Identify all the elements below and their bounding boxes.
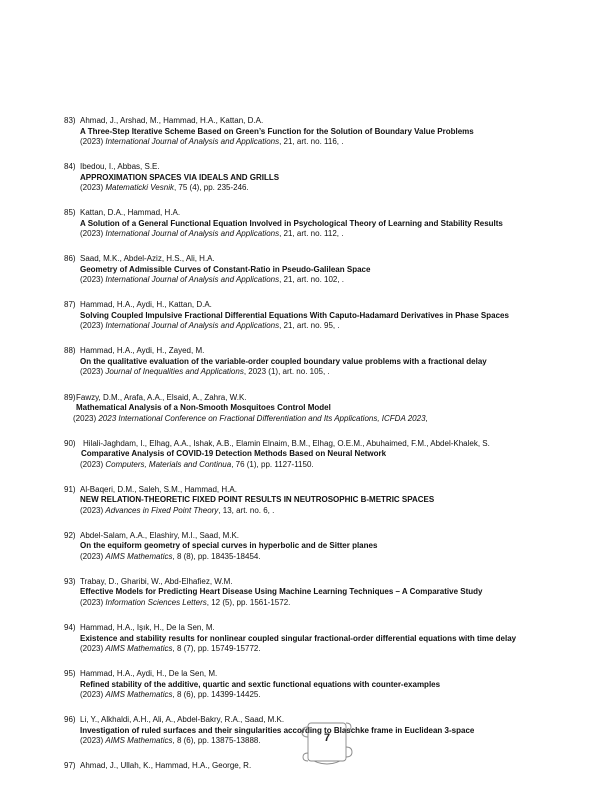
reference-details: , 76 (1), pp. 1127-1150.	[231, 459, 314, 469]
reference-title: Comparative Analysis of COVID-19 Detection Methods Based on Neural Network	[81, 449, 387, 459]
reference-year: (2023)	[80, 321, 104, 331]
reference-year: (2023)	[80, 736, 104, 746]
reference-year: (2023)	[80, 551, 104, 561]
reference-details: ,	[425, 413, 428, 423]
reference-title: A Solution of a General Functional Equation Involved in Psychological Theory of Learning and Stability Results	[80, 218, 503, 228]
reference-title: On the qualitative evaluation of the variable-order coupled boundary value problems with a fractional delay	[80, 356, 487, 366]
reference-authors: Kattan, D.A., Hammad, H.A.	[80, 208, 181, 218]
reference-title: Solving Coupled Impulsive Fractional Differential Equations With Caputo-Hadamard Derivatives in Phase Spaces	[80, 310, 509, 320]
reference-year: (2023)	[80, 597, 104, 607]
reference-journal: Computers, Materials and Continua	[105, 459, 232, 469]
reference-number: 89)	[64, 392, 76, 402]
reference-number: 92)	[64, 530, 76, 540]
reference-number: 95)	[64, 669, 76, 679]
reference-authors: Hammad, H.A., Işık, H., De la Sen, M.	[80, 623, 215, 633]
reference-number: 87)	[64, 300, 76, 310]
reference-details: , 12 (5), pp. 1561-1572.	[206, 597, 291, 607]
reference-item	[64, 439, 604, 471]
reference-number: 88)	[64, 346, 76, 356]
reference-year: (2023)	[80, 644, 104, 654]
reference-source	[80, 460, 604, 471]
reference-title: APPROXIMATION SPACES VIA IDEALS AND GRILLS	[80, 172, 280, 182]
reference-number: 86)	[64, 254, 76, 264]
reference-number: 85)	[64, 208, 76, 218]
reference-number: 91)	[64, 484, 76, 494]
reference-authors: Saad, M.K., Abdel-Aziz, H.S., Ali, H.A.	[80, 254, 215, 264]
reference-title: Investigation of ruled surfaces and their singularities according to Blaschke frame in Euclidean 3-space	[80, 725, 475, 735]
reference-source	[80, 229, 604, 240]
reference-title: NEW RELATION-THEORETIC FIXED POINT RESULTS IN NEUTROSOPHIC B-METRIC SPACES	[80, 495, 435, 505]
reference-source	[80, 137, 604, 148]
reference-title: A Three-Step Iterative Scheme Based on Green’s Function for the Solution of Boundary Value Problems	[80, 126, 474, 136]
reference-authors: Ahmad, J., Ullah, K., Hammad, H.A., George, R.	[80, 761, 252, 771]
reference-number: 97)	[64, 761, 76, 771]
reference-item	[64, 346, 604, 378]
reference-number: 93)	[64, 576, 76, 586]
reference-title: On the equiform geometry of special curves in hyperbolic and de Sitter planes	[80, 541, 378, 551]
reference-details: , 21, art. no. 95, .	[279, 321, 340, 331]
reference-source	[80, 321, 604, 332]
reference-details: , 21, art. no. 112, .	[279, 229, 344, 239]
reference-source	[80, 367, 604, 378]
reference-number: 83)	[64, 116, 76, 125]
reference-source	[80, 275, 604, 286]
reference-item	[64, 531, 604, 563]
reference-title: Geometry of Admissible Curves of Constant-Ratio in Pseudo-Galilean Space	[80, 264, 371, 274]
reference-source	[80, 690, 604, 701]
reference-year: (2023)	[80, 275, 104, 285]
reference-authors: Hilali-Jaghdam, I., Elhag, A.A., Ishak, A.B., Elamin Elnaim, B.M., Elhag, O.E.M., Abuhaimed, F.M., Abdel-Khalek, S.	[83, 438, 490, 448]
reference-authors: Ahmad, J., Arshad, M., Hammad, H.A., Kattan, D.A.	[80, 116, 264, 125]
reference-journal: Journal of Inequalities and Applications	[105, 367, 244, 377]
page-number: 7	[323, 732, 331, 744]
reference-item	[64, 162, 604, 194]
reference-details: , 13, art. no. 6, .	[218, 505, 275, 515]
reference-source	[80, 183, 604, 194]
reference-authors: Trabay, D., Gharibi, W., Abd-Elhafiez, W.M.	[80, 576, 233, 586]
reference-title: Mathematical Analysis of a Non-Smooth Mosquitoes Control Model	[76, 403, 331, 413]
reference-authors: Abdel-Salam, A.A., Elashiry, M.I., Saad, M.K.	[80, 530, 240, 540]
reference-authors: Fawzy, D.M., Arafa, A.A., Elsaid, A., Zahra, W.K.	[76, 392, 247, 402]
reference-list	[64, 116, 604, 786]
reference-details: , 21, art. no. 102, .	[279, 275, 345, 285]
reference-item	[64, 116, 604, 148]
reference-journal: Matematicki Vesnik	[105, 183, 174, 193]
reference-year: (2023)	[80, 183, 104, 193]
reference-journal: AIMS Mathematics	[105, 736, 173, 746]
reference-year: (2023)	[80, 137, 104, 146]
reference-item	[64, 254, 604, 286]
reference-details: , 8 (8), pp. 18435-18454.	[172, 551, 261, 561]
reference-details: , 8 (6), pp. 14399-14425.	[172, 690, 261, 700]
reference-authors: Li, Y., Alkhaldi, A.H., Ali, A., Abdel-Bakry, R.A., Saad, M.K.	[80, 715, 285, 725]
reference-title: Existence and stability results for nonlinear coupled singular fractional-order differential equations with time delay	[80, 633, 517, 643]
reference-journal: International Journal of Analysis and Applications	[105, 137, 280, 146]
reference-journal: Information Sciences Letters	[105, 597, 207, 607]
reference-year: (2023)	[80, 505, 104, 515]
reference-number: 94)	[64, 623, 76, 633]
reference-authors: Hammad, H.A., Aydi, H., Kattan, D.A.	[80, 300, 212, 310]
reference-year: (2023)	[80, 459, 104, 469]
reference-journal: International Journal of Analysis and Applications	[105, 321, 280, 331]
reference-source	[80, 598, 604, 609]
page-number-scroll	[300, 717, 354, 769]
reference-number: 84)	[64, 162, 76, 172]
reference-item	[64, 669, 604, 701]
reference-details: , 2023 (1), art. no. 105, .	[243, 367, 330, 377]
reference-journal: Advances in Fixed Point Theory	[105, 505, 219, 515]
reference-authors: Al-Baqeri, D.M., Saleh, S.M., Hammad, H.A.	[80, 484, 237, 494]
reference-details: , 8 (6), pp. 13875-13888.	[172, 736, 261, 746]
reference-item	[64, 577, 604, 609]
reference-authors: Ibedou, I., Abbas, S.E.	[80, 162, 160, 172]
reference-item	[64, 208, 604, 240]
reference-source	[80, 644, 604, 655]
reference-details: , 75 (4), pp. 235-246.	[173, 183, 249, 193]
reference-title: Refined stability of the additive, quartic and sextic functional equations with counter-examples	[80, 679, 441, 689]
reference-title: Effective Models for Predicting Heart Disease Using Machine Learning Techniques – A Comparative Study	[80, 587, 483, 597]
reference-journal: International Journal of Analysis and Applications	[105, 275, 280, 285]
reference-details: , 21, art. no. 116, .	[279, 137, 344, 146]
reference-year: (2023)	[80, 229, 104, 239]
reference-authors: Hammad, H.A., Aydi, H., De la Sen, M.	[80, 669, 218, 679]
reference-year: (2023)	[80, 367, 104, 377]
reference-item	[64, 300, 604, 332]
reference-journal: International Journal of Analysis and Applications	[105, 229, 280, 239]
reference-item	[64, 393, 604, 425]
reference-journal: AIMS Mathematics	[105, 551, 173, 561]
reference-year: (2023)	[73, 413, 97, 423]
reference-source	[80, 506, 604, 517]
reference-number: 90)	[64, 438, 76, 448]
reference-journal: AIMS Mathematics	[105, 690, 173, 700]
reference-number: 96)	[64, 715, 76, 725]
reference-source	[73, 414, 604, 425]
reference-authors: Hammad, H.A., Aydi, H., Zayed, M.	[80, 346, 205, 356]
reference-item	[64, 485, 604, 517]
reference-details: , 8 (7), pp. 15749-15772.	[172, 644, 261, 654]
reference-journal: AIMS Mathematics	[105, 644, 173, 654]
reference-item	[64, 623, 604, 655]
reference-journal: 2023 International Conference on Fractional Differentiation and Its Applications, ICFDA 2023	[98, 413, 426, 423]
reference-year: (2023)	[80, 690, 104, 700]
reference-source	[80, 552, 604, 563]
